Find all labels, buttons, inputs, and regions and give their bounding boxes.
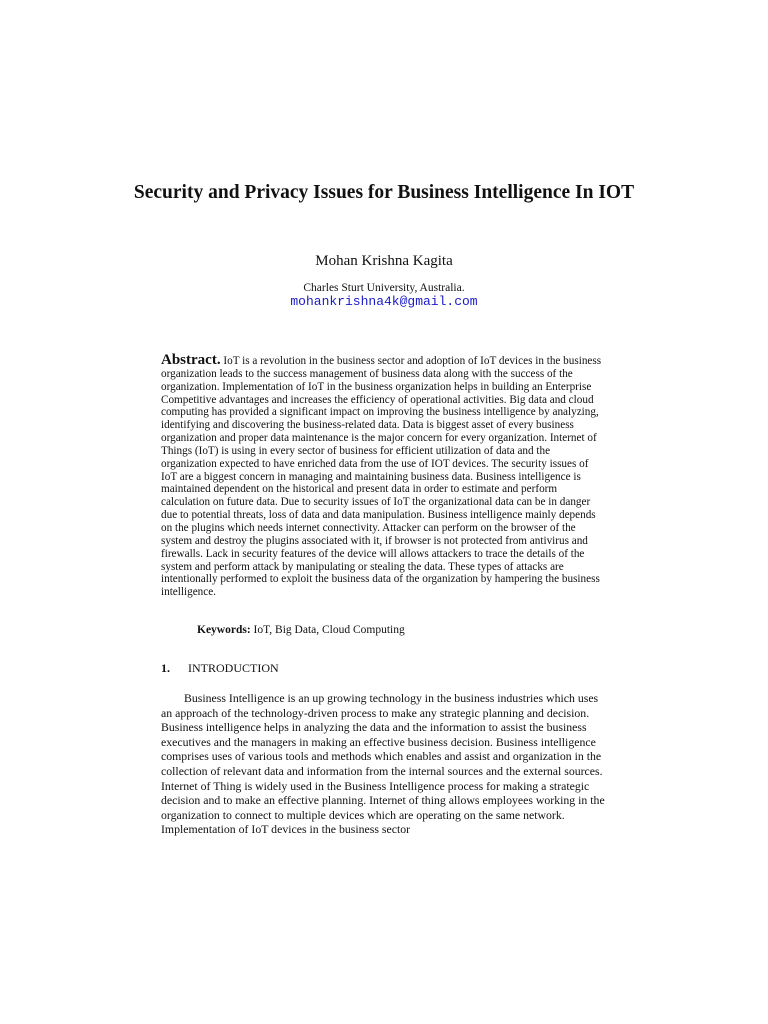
keywords-heading: Keywords:	[197, 624, 251, 636]
abstract-text: IoT is a revolution in the business sector and adoption of IoT devices in the business organization leads to the success management of business data along with the success of the organization. Implementation of IoT in the business organization helps in building an Enterprise Competitive advantages and increases the efficiency of operational activities. Big data and cloud computing has provided a significant impact on improving the business intelligence by analyzing, identifying and discovering the business-related data. Data is biggest asset of every business organization and proper data maintenance is the major concern for every organization. Internet of Things (IoT) is using in every sector of business for efficient utilization of data and the organization expected to have enriched data from the use of IOT devices. The security issues of IoT are a biggest concern in managing and maintaining business data. Business intelligence is maintained dependent on the historical and present data in order to estimate and perform calculation on future data. Due to security issues of IoT the organizational data can be in danger due to potential threats, loss of data and data manipulation. Business intelligence mainly depends on the plugins which needs internet connectivity. Attacker can perform on the browser of the system and destroy the plugins associated with it, if browser is not protected from antivirus and firewalls. Lack in security features of the device will allows attackers to trace the details of the system and perform attack by manipulating or stealing the data. These types of attacks are intentionally performed to exploit the business data of the organization by hampering the business intelligence.	[161, 355, 602, 599]
section-heading-introduction	[161, 661, 279, 676]
keywords-text: IoT, Big Data, Cloud Computing	[253, 624, 405, 636]
abstract-paragraph	[161, 354, 607, 599]
paper-title: Security and Privacy Issues for Business Intelligence In IOT	[133, 182, 635, 203]
author-name: Mohan Krishna Kagita	[315, 253, 453, 269]
author-affiliation: Charles Sturt University, Australia.	[303, 282, 465, 294]
author-email-link[interactable]: mohankrishna4k@gmail.com	[290, 294, 478, 309]
section-number: 1.	[161, 661, 170, 675]
abstract-heading: Abstract.	[161, 352, 221, 368]
introduction-paragraph: Business Intelligence is an up growing technology in the business industries which uses an approach of the technology-driven process to make any strategic planning and decision. Business intelligence helps in analyzing the data and the information to assist the business executives and the managers in making an effective business decision. Business intelligence comprises uses of various tools and methods which enables and assist and organization in the collection of relevant data and information from the internal sources and the external sources. Internet of Thing is widely used in the Business Intelligence process for making a strategic decision and to make an effective planning. Internet of thing allows employees working in the organization to connect to multiple devices which are operating on the same network. Implementation of IoT devices in the business sector	[161, 691, 605, 837]
keywords-line	[197, 623, 405, 637]
section-title: INTRODUCTION	[188, 661, 279, 675]
